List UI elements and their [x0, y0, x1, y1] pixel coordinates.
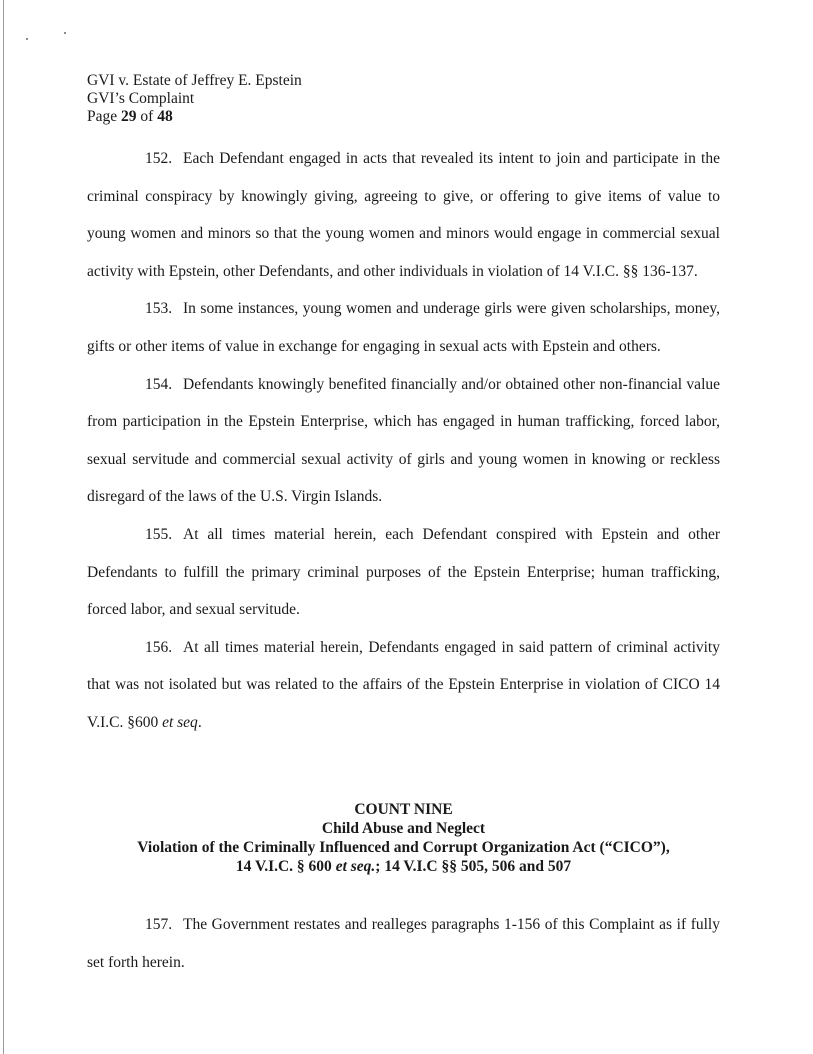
numbered-paragraphs [87, 140, 720, 742]
document-header [87, 72, 302, 126]
paragraph-154 [87, 366, 720, 516]
paragraph-text: Each Defendant engaged in acts that revealed its intent to join and participate in the criminal conspiracy by knowingly giving, agreeing to give, or offering to give items of value to young women and minors so that the young women and minors would engage in commercial sexual activity with Epstein, other Defendants, and other individuals in violation of 14 V.I.C. §§ 136-137. [87, 150, 720, 280]
page-total: 48 [157, 108, 173, 125]
paragraph-number: 155. [145, 525, 173, 543]
paragraph-text: At all times material herein, each Defendant conspired with Epstein and other Defendants to fulfill the primary criminal purposes of the Epstein Enterprise; human trafficking, forced labor, and sexual servitude. [87, 525, 720, 619]
paragraph-text: In some instances, young women and underage girls were given scholarships, money, gifts or other items of value in exchange for engaging in sexual acts with Epstein and others. [87, 300, 720, 355]
paragraph-number: 156. [145, 638, 173, 656]
paragraph-157-block [87, 906, 720, 981]
count-statute-line: Violation of the Criminally Influenced and Corrupt Organization Act (“CICO”), [137, 839, 670, 856]
paragraph-155 [87, 516, 720, 629]
scan-speck [26, 38, 28, 40]
case-caption: GVI v. Estate of Jeffrey E. Epstein [87, 72, 302, 89]
paragraph-number: 157. [145, 916, 173, 933]
count-citation-line: 14 V.I.C. § 600 et seq.; 14 V.I.C §§ 505, 506 and 507 [235, 858, 572, 875]
paragraph-156: 156. At all times material herein, Defendants engaged in said pattern of criminal activity that was not isolated but was related to the affairs of the Epstein Enterprise in violation of CICO 14 V.I.C. §600 et seq. [87, 629, 720, 742]
paragraph-text: At all times material herein, Defendants engaged in said pattern of criminal activity that was not isolated but was related to the affairs of the Epstein Enterprise in violation of CICO 14 V.I.C. §600 [87, 638, 720, 731]
paragraph-153 [87, 290, 720, 365]
paragraph-text: Defendants knowingly benefited financially and/or obtained other non-financial value from participation in the Epstein Enterprise, which has engaged in human trafficking, forced labor, sexual servitude and commercial sexual activity of girls and young women in knowing or reckless disregard of the laws of the U.S. Virgin Islands. [87, 375, 720, 506]
paragraph-number: 153. [145, 300, 173, 318]
paragraph-number: 152. [145, 150, 173, 167]
scan-speck [64, 32, 66, 34]
scan-margin-line [3, 0, 4, 1054]
document-title: GVI’s Complaint [87, 90, 195, 107]
paragraph-152 [87, 140, 720, 290]
paragraph-157 [87, 906, 720, 981]
paragraph-text: The Government restates and realleges paragraphs 1-156 of this Complaint as if fully set forth herein. [87, 916, 720, 971]
paragraph-italic: et seq [162, 713, 198, 731]
page-current: 29 [121, 108, 137, 125]
count-title: COUNT NINE [354, 801, 453, 818]
paragraph-number: 154. [145, 375, 173, 393]
page-indicator: Page 29 of 48 [87, 108, 173, 125]
count-heading [87, 800, 720, 876]
count-subtitle: Child Abuse and Neglect [321, 820, 486, 837]
